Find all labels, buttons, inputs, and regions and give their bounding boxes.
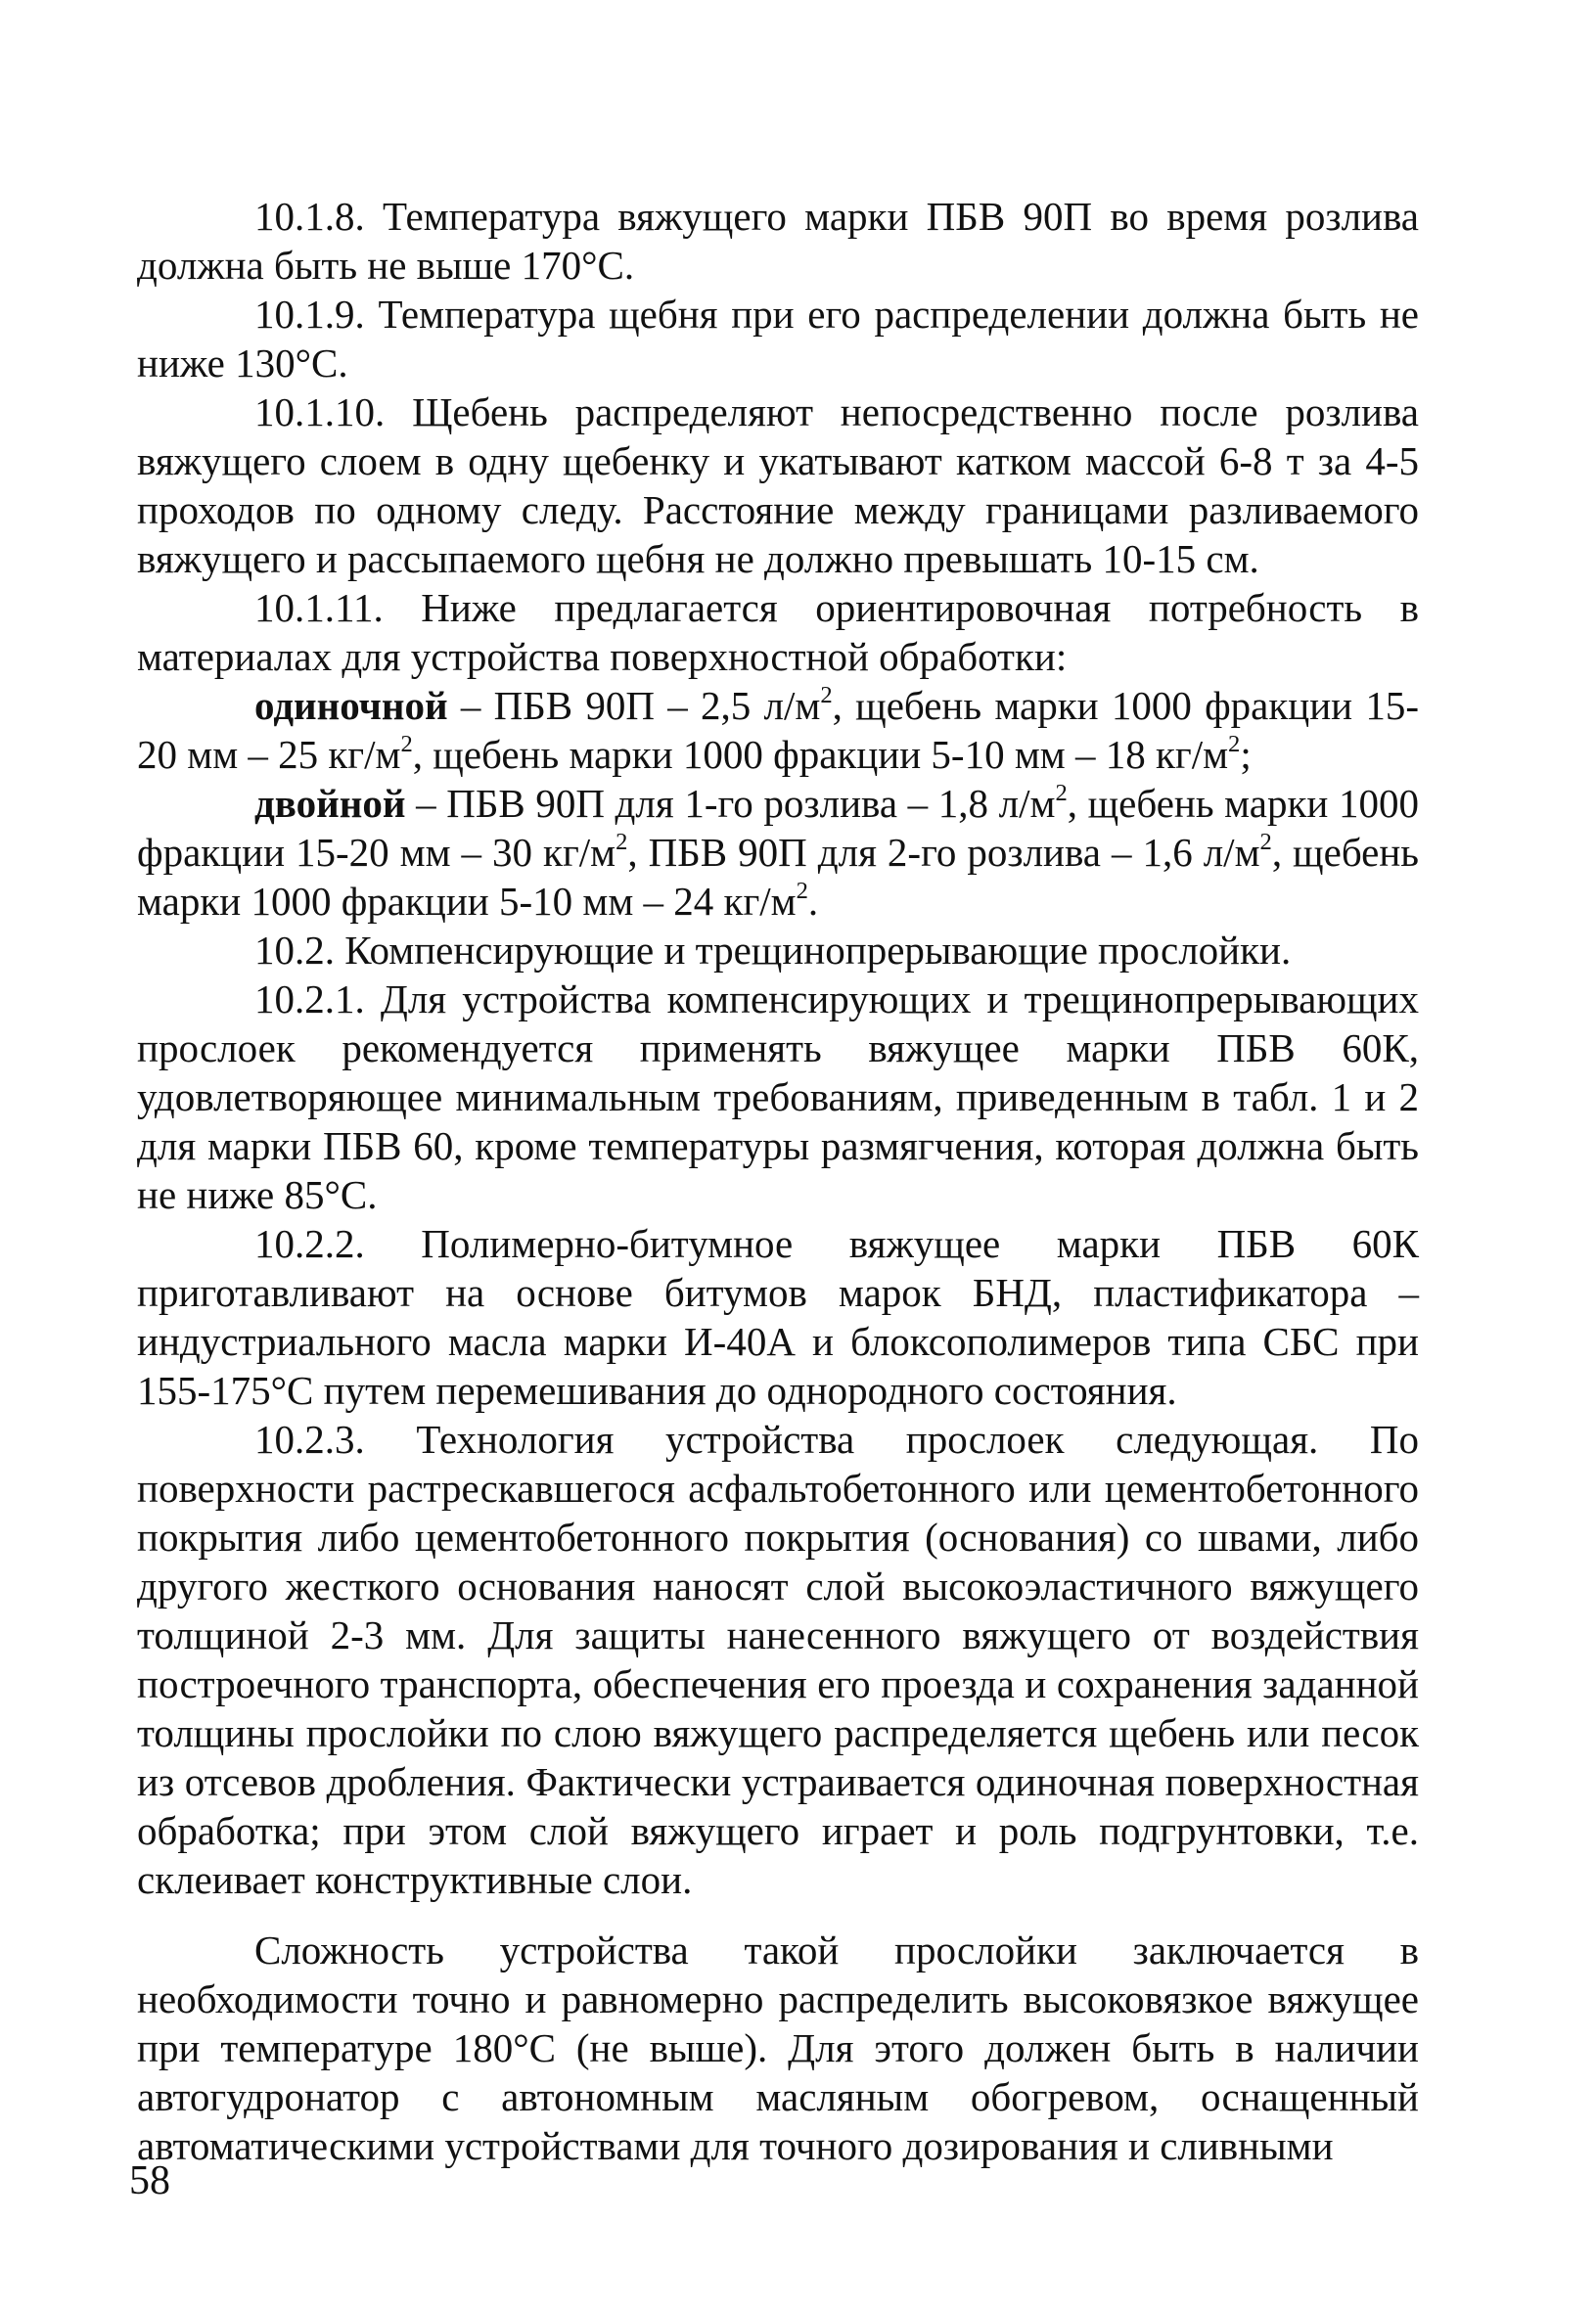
document-body xyxy=(137,192,1419,2170)
paragraph-10-2-1: 10.2.1. Для устройства компенсирующих и трещинопрерывающих прослоек рекомендуется применять вяжущее марки ПБВ 60К, удовлетворяющее минимальным требованиям, приведенным в табл. 1 и 2 для марки ПБВ 60, кроме температуры размягчения, которая должна быть не ниже 85°С. xyxy=(137,976,1419,1217)
paragraph-10-1-10: 10.1.10. Щебень распределяют непосредственно после розлива вяжущего слоем в одну щебенку и укатывают катком массой 6-8 т за 4-5 проходов по одному следу. Расстояние между границами разливаемого вяжущего и рассыпаемого щебня не должно превышать 10-15 см. xyxy=(137,389,1419,581)
page-number: 58 xyxy=(129,2158,170,2203)
paragraph-10-2-2: 10.2.2. Полимерно-битумное вяжущее марки ПБВ 60К приготавливают на основе битумов марок БНД, пластификатора – индустриального масла марки И-40А и блоксополимеров типа СБС при 155-175°С путем перемешивания до однородного состояния. xyxy=(137,1221,1419,1413)
term-single: одиночной xyxy=(254,683,448,728)
paragraph-single-treatment: одиночной – ПБВ 90П – 2,5 $л/м^2$, щебень марки 1000 фракции 15-20 мм – 25 $кг/м^2$, щебень марки 1000 фракции 5-10 мм – 18 $кг/м^2$; xyxy=(137,681,1420,777)
paragraph-10-2: 10.2. Компенсирующие и трещинопрерывающие прослойки. xyxy=(254,928,1292,973)
paragraph-complexity: Сложность устройства такой прослойки заключается в необходимости точно и равномерно распределить высоковязкое вяжущее при температуре 180°С (не выше). Для этого должен быть в наличии автогудронатор с автономным масляным обогревом, оснащенный автоматическими устройствами для точного дозирования и сливными xyxy=(137,1928,1419,2168)
paragraph-10-1-9: 10.1.9. Температура щебня при его распределении должна быть не ниже 130°С. xyxy=(137,292,1419,386)
paragraph-10-2-3: 10.2.3. Технология устройства прослоек следующая. По поверхности растрескавшегося асфальтобетонного или цементобетонного покрытия либо цементобетонного покрытия (основания) со швами, либо другого жесткого основания наносят слой высокоэластичного вяжущего толщиной 2-3 мм. Для защиты нанесенного вяжущего от воздействия построечного транспорта, обеспечения его проезда и сохранения заданной толщины прослойки по слою вяжущего распределяется щебень или песок из отсевов дробления. Фактически устраивается одиночная поверхностная обработка; при этом слой вяжущего играет и роль подгрунтовки, т.е. склеивает конструктивные слои. xyxy=(137,1417,1419,1902)
paragraph-10-1-11: 10.1.11. Ниже предлагается ориентировочная потребность в материалах для устройства поверхностной обработки: xyxy=(137,585,1419,679)
paragraph-double-treatment: двойной – ПБВ 90П для 1-го розлива – 1,8 $л/м^2$, щебень марки 1000 фракции 15-20 мм – 30 $кг/м^2$, ПБВ 90П для 2-го розлива – 1,6 $л/м^2$, щебень марки 1000 фракции 5-10 мм – 24 $кг/м^2$. xyxy=(137,779,1419,924)
paragraph-10-1-8: 10.1.8. Температура вяжущего марки ПБВ 90П во время розлива должна быть не выше 170°С. xyxy=(137,194,1419,288)
term-double: двойной xyxy=(254,781,406,826)
